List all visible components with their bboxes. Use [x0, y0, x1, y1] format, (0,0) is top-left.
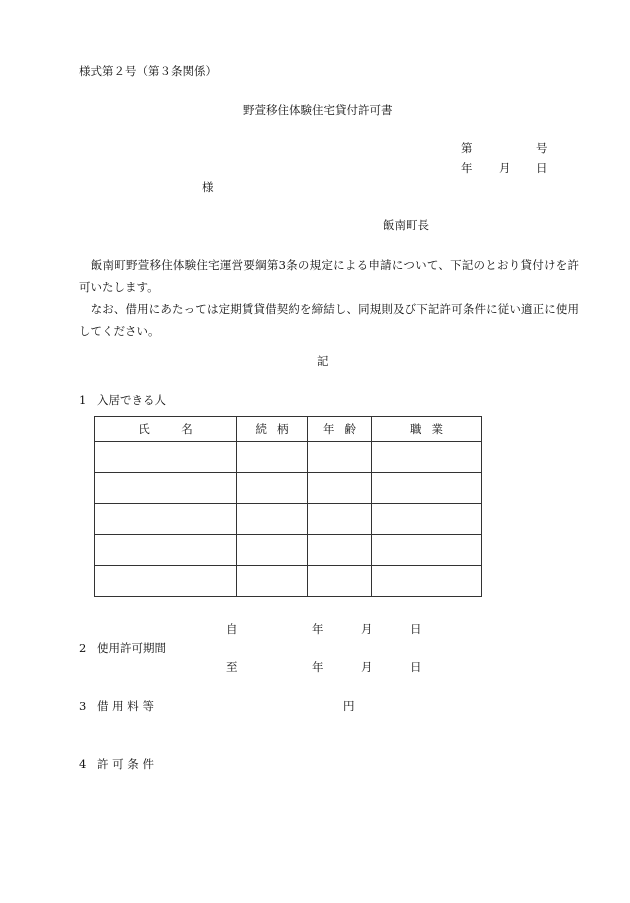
residents-table	[94, 416, 482, 597]
period-to-day: 日	[410, 660, 422, 674]
table-cell	[95, 535, 237, 566]
table-cell	[237, 473, 308, 504]
section-number: 4	[79, 757, 87, 771]
table-cell	[372, 442, 482, 473]
period-from-year: 年	[312, 622, 324, 636]
table-cell	[308, 504, 372, 535]
table-row	[95, 566, 482, 597]
table-row	[95, 535, 482, 566]
table-row	[95, 442, 482, 473]
table-row	[95, 504, 482, 535]
fee-unit: 円	[343, 699, 355, 713]
period-from-day: 日	[410, 622, 422, 636]
column-header: 氏 名	[95, 417, 237, 442]
section-number: 1	[79, 393, 87, 407]
body-paragraph: 飯南町野萱移住体験住宅運営要綱第3条の規定による申請について、下記のとおり貸付けを許可いたします。	[79, 258, 579, 294]
period-to-label: 至	[226, 660, 238, 674]
document-title: 野萱移住体験住宅貸付許可書	[243, 103, 393, 117]
table-cell	[308, 442, 372, 473]
table-cell	[308, 566, 372, 597]
section-number: 2	[79, 641, 87, 655]
column-header: 続柄	[237, 417, 308, 442]
table-cell	[308, 473, 372, 504]
table-cell	[95, 473, 237, 504]
form-number: 様式第２号（第３条関係）	[79, 64, 217, 78]
body-paragraph: なお、借用にあたっては定期賃貸借契約を締結し、同規則及び下記許可条件に従い適正に使用してください。	[79, 302, 579, 338]
table-cell	[237, 535, 308, 566]
ki-heading: 記	[317, 354, 329, 368]
column-header: 年齢	[308, 417, 372, 442]
table-cell	[237, 504, 308, 535]
doc-number-prefix: 第	[461, 141, 473, 155]
table-cell	[372, 566, 482, 597]
table-cell	[372, 504, 482, 535]
addressee-suffix: 様	[202, 180, 214, 194]
period-to-month: 月	[361, 660, 373, 674]
period-from-month: 月	[361, 622, 373, 636]
doc-number-suffix: 号	[536, 141, 548, 155]
date-month: 月	[499, 161, 511, 175]
period-from-label: 自	[226, 622, 238, 636]
table-cell	[237, 442, 308, 473]
table-row	[95, 473, 482, 504]
date-year: 年	[461, 161, 473, 175]
issuer: 飯南町長	[383, 218, 429, 232]
section-number: 3	[79, 699, 87, 713]
section-label: 借 用 料 等	[97, 699, 154, 713]
table-header-row	[95, 417, 482, 442]
table-cell	[308, 535, 372, 566]
section-label: 使用許可期間	[97, 641, 166, 655]
period-to-year: 年	[312, 660, 324, 674]
table-cell	[237, 566, 308, 597]
section-label: 許 可 条 件	[97, 757, 154, 771]
date-day: 日	[536, 161, 548, 175]
table-cell	[372, 473, 482, 504]
table-cell	[372, 535, 482, 566]
section-label: 入居できる人	[97, 393, 166, 407]
table-cell	[95, 566, 237, 597]
table-cell	[95, 442, 237, 473]
table-cell	[95, 504, 237, 535]
column-header: 職業	[372, 417, 482, 442]
